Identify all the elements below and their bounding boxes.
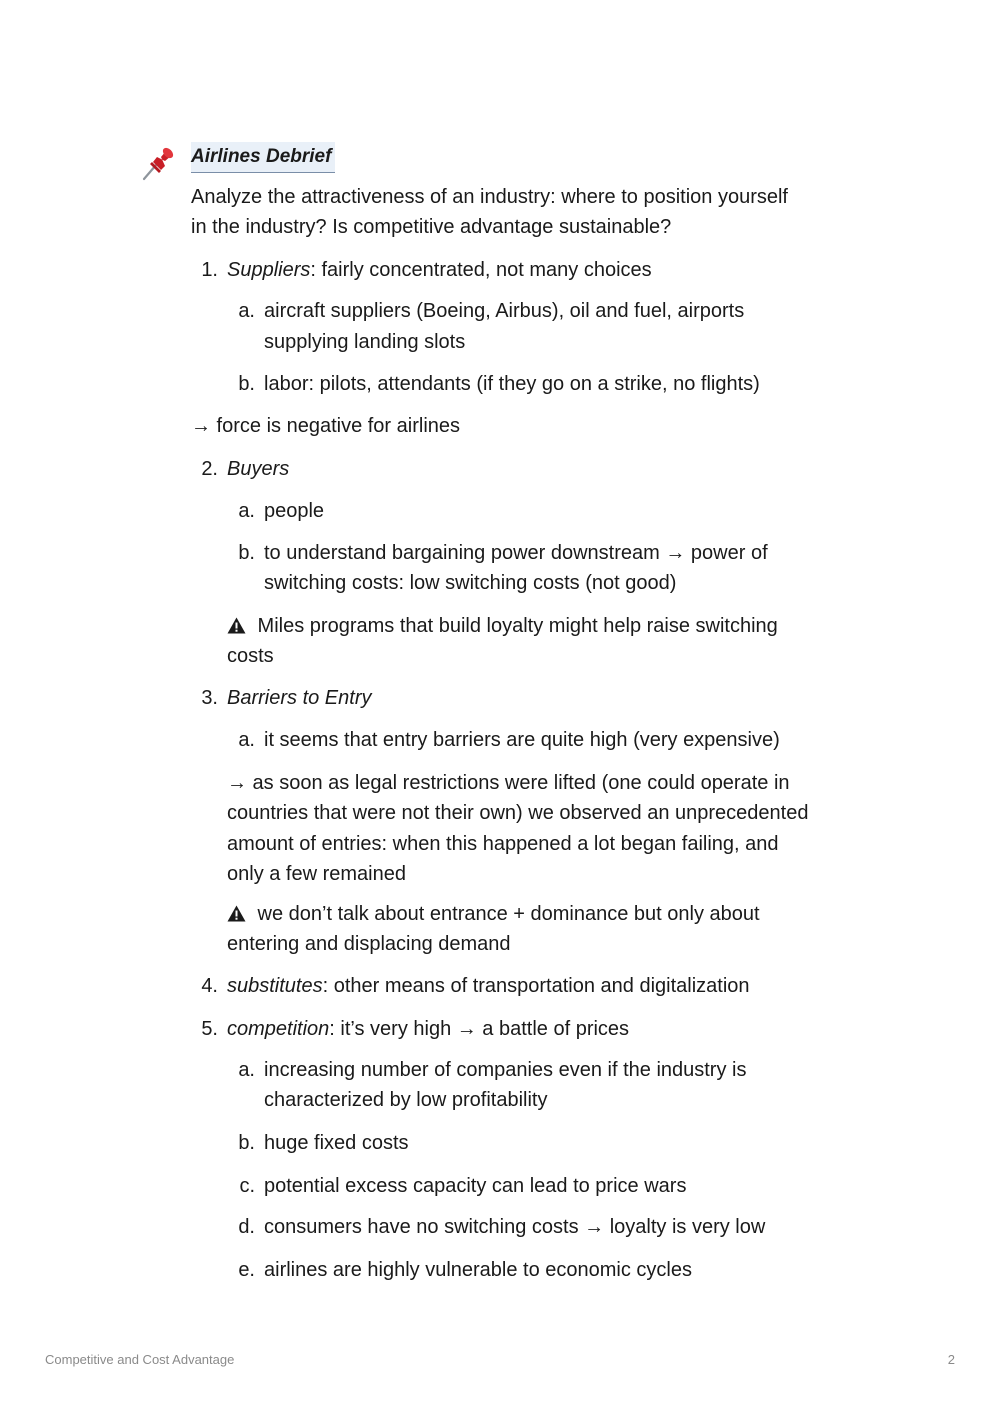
sub-list-item: to understand bargaining power downstream → power of: [264, 542, 768, 564]
list-number: 3.: [201, 687, 218, 709]
sub-list-marker: e.: [238, 1259, 255, 1281]
warning-text: costs: [227, 645, 274, 667]
note-text: only a few remained: [227, 863, 406, 885]
list-number: 2.: [201, 458, 218, 480]
page-title: Airlines Debrief: [191, 146, 332, 167]
list-item-heading: [227, 255, 652, 285]
warning-text: Miles programs that build loyalty might help raise switching: [252, 615, 778, 637]
sub-list-marker: b.: [238, 373, 255, 395]
list-item-heading: [227, 1014, 629, 1044]
list-item-term: Barriers to Entry: [227, 687, 372, 709]
sub-list-marker: b.: [238, 1132, 255, 1154]
warning-callout: [227, 611, 778, 641]
note-text: → as soon as legal restrictions were lifted (one could operate in: [227, 772, 790, 794]
sub-list-marker: a.: [238, 500, 255, 522]
intro-line: in the industry? Is competitive advantage sustainable?: [191, 216, 672, 238]
list-item-text: : other means of transportation and digitalization: [322, 975, 750, 997]
sub-list-item: potential excess capacity can lead to price wars: [264, 1175, 687, 1197]
sub-list-marker: d.: [238, 1216, 255, 1238]
list-item-term: competition: [227, 1018, 330, 1040]
sub-list-marker: a.: [238, 729, 255, 751]
warning-text: entering and displacing demand: [227, 933, 511, 955]
footer-page-number: 2: [947, 1352, 955, 1367]
pushpin-icon: [139, 143, 179, 183]
sub-list-item: consumers have no switching costs → loyalty is very low: [264, 1216, 766, 1238]
sub-list-marker: b.: [238, 542, 255, 564]
list-item-term: Suppliers: [227, 259, 311, 281]
page-title-highlight: [191, 142, 335, 173]
list-item-heading: [227, 971, 750, 1001]
sub-list-item: supplying landing slots: [264, 331, 466, 353]
sub-list-item: increasing number of companies even if the industry is: [264, 1059, 747, 1081]
sub-list-marker: a.: [238, 1059, 255, 1081]
sub-list-item: airlines are highly vulnerable to economic cycles: [264, 1259, 692, 1281]
note-text: amount of entries: when this happened a lot began failing, and: [227, 833, 779, 855]
sub-list-item: characterized by low profitability: [264, 1089, 548, 1111]
footer-document-title: Competitive and Cost Advantage: [45, 1352, 235, 1367]
intro-line: Analyze the attractiveness of an industry: where to position yourself: [191, 186, 788, 208]
list-number: 4.: [201, 975, 218, 997]
sub-list-item: switching costs: low switching costs (not good): [264, 572, 677, 594]
warning-icon: [227, 905, 246, 922]
list-number: 5.: [201, 1018, 218, 1040]
warning-callout: [227, 899, 760, 929]
warning-icon: [227, 617, 246, 634]
list-item-text: : fairly concentrated, not many choices: [310, 259, 652, 281]
sub-list-item: people: [264, 500, 325, 522]
sub-list-marker: a.: [238, 300, 255, 322]
list-item-term: substitutes: [227, 975, 323, 997]
warning-text: we don’t talk about entrance + dominance but only about: [252, 903, 760, 925]
sub-list-item: huge fixed costs: [264, 1132, 409, 1154]
sub-list-marker: c.: [239, 1175, 255, 1197]
list-number: 1.: [201, 259, 218, 281]
sub-list-item: labor: pilots, attendants (if they go on a strike, no flights): [264, 373, 760, 395]
sub-list-item: aircraft suppliers (Boeing, Airbus), oil and fuel, airports: [264, 300, 745, 322]
list-item-text: : it’s very high → a battle of prices: [329, 1018, 630, 1040]
list-item-term: Buyers: [227, 458, 290, 480]
note-text: → force is negative for airlines: [191, 415, 461, 437]
note-text: countries that were not their own) we observed an unprecedented: [227, 802, 809, 824]
sub-list-item: it seems that entry barriers are quite high (very expensive): [264, 729, 780, 751]
